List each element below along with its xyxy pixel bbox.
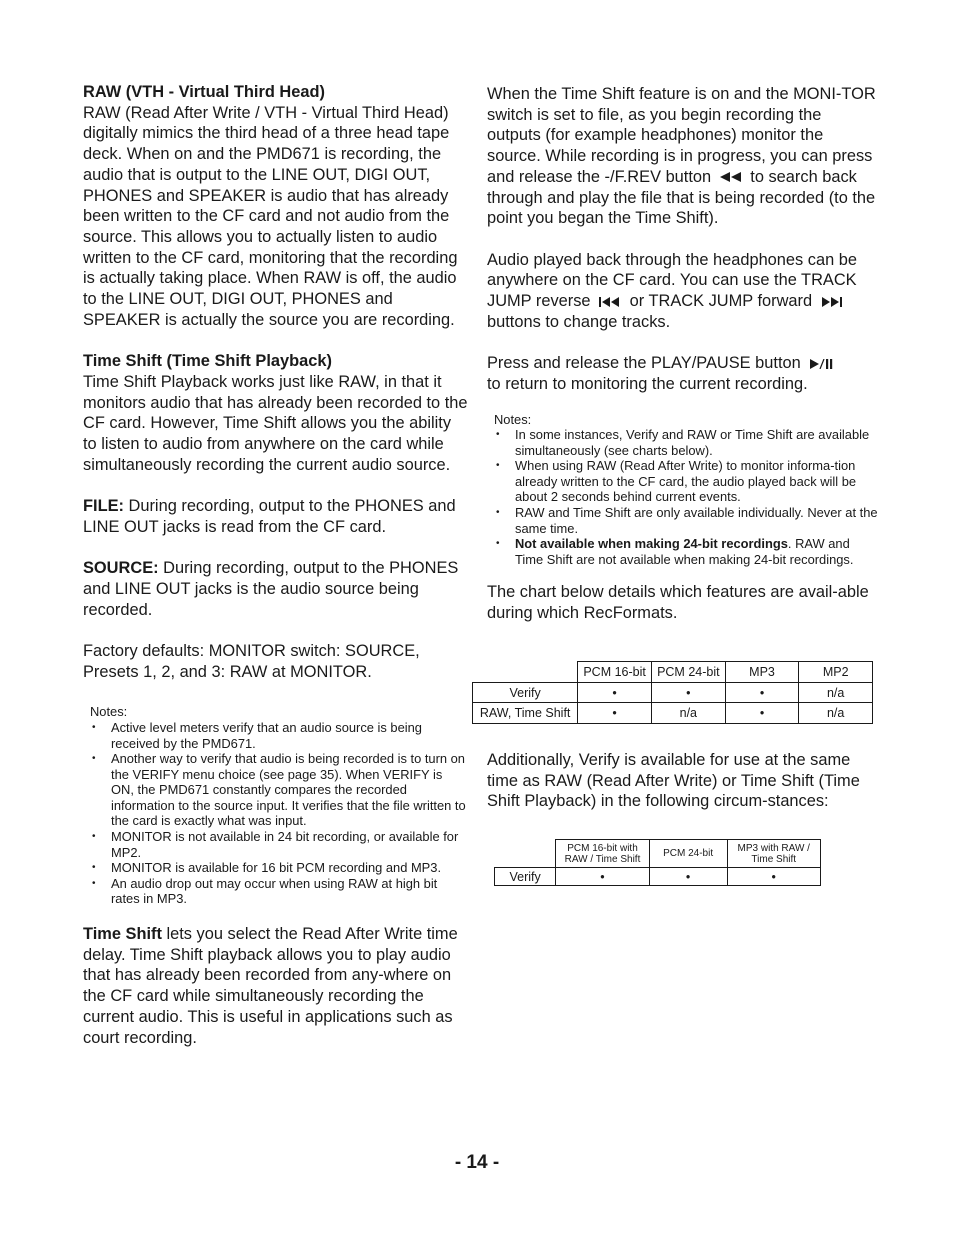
- right-column: [487, 84, 879, 624]
- raw-heading: RAW (VTH - Virtual Third Head): [83, 83, 325, 101]
- raw-body: RAW (Read After Write / VTH - Virtual Third Head) digitally mimics the third head of a three head tape deck. When on and the PMD671 is recording, the audio that is output to the LINE OUT, DIGI OUT, PHONES and SPEAKER is audio that has already been written to the CF card and not audio from the source. This allows you to actually listen to audio written to the CF card, monitoring that the recording is actually taking place. When RAW is off, the audio to the LINE OUT, DIGI OUT, PHONES and SPEAKER is actually the source you are recording.: [83, 103, 458, 329]
- file-label: FILE:: [83, 497, 124, 516]
- factory-defaults: Factory defaults: MONITOR switch: SOURCE, Presets 1, 2, and 3: RAW at MONITOR.: [83, 641, 420, 681]
- track-jump-paragraph: Audio played back through the headphones can be anywhere on the CF card. You can use the TRACK JUMP reverse or TRACK JUMP forward buttons to change tracks.: [487, 250, 857, 331]
- verify-combo-table: [494, 839, 821, 886]
- row-label: Verify: [473, 683, 578, 703]
- table-cell: •: [556, 868, 649, 886]
- timeshift-label: Time Shift: [83, 925, 162, 944]
- table-cell: •: [578, 683, 652, 703]
- table-cell: •: [725, 683, 799, 703]
- list-item: • Active level meters verify that an audio source is being received by the PMD671.: [90, 720, 468, 751]
- right-notes-title: Notes:: [494, 411, 532, 427]
- list-item: • An audio drop out may occur when using RAW at high bit rates in MP3.: [90, 876, 468, 907]
- row-label: Verify: [495, 868, 556, 886]
- play-pause-icon: [809, 359, 833, 369]
- file-paragraph: [83, 496, 468, 537]
- timeshift-playback-body: Time Shift Playback works just like RAW, in that it monitors audio that has already been recorded to the CF card. However, Time Shift allows you the ability to listen to audio from anywhere on the card while simultaneously recording the current audio source.: [83, 372, 468, 474]
- table-header: PCM 16-bit with RAW / Time Shift: [556, 840, 649, 868]
- raw-section: [83, 82, 468, 330]
- table-row: [473, 703, 873, 724]
- table-header-row: [495, 840, 821, 868]
- table-cell: n/a: [799, 703, 873, 724]
- track-jump-reverse-icon: [599, 297, 621, 307]
- table-cell: •: [727, 868, 821, 886]
- right-notes-list: [494, 427, 879, 567]
- table-row: [495, 868, 821, 886]
- left-column: [83, 82, 468, 1048]
- source-label: SOURCE:: [83, 559, 159, 578]
- table-cell: n/a: [651, 703, 725, 724]
- table-header: PCM 24-bit: [649, 840, 727, 868]
- table-header: PCM 24-bit: [651, 662, 725, 683]
- file-body: During recording, output to the PHONES and LINE OUT jacks is read from the CF card.: [83, 497, 456, 536]
- additional-paragraph: Additionally, Verify is available for use at the same time as RAW (Read After Write) or Time Shift (Time Shift Playback) in the following circum-stances:: [487, 751, 860, 811]
- table-row: [473, 683, 873, 703]
- source-paragraph: [83, 558, 468, 620]
- list-item: • RAW and Time Shift are only available individually. Never at the same time.: [494, 505, 879, 536]
- play-pause-paragraph: Press and release the PLAY/PAUSE button to return to monitoring the current recording.: [487, 353, 879, 394]
- table-cell: •: [649, 868, 727, 886]
- right-notes: [487, 412, 879, 568]
- list-item: • Not available when making 24-bit recordings. RAW and Time Shift are not available when making 24-bit recordings.: [494, 536, 879, 567]
- table-header: MP3 with RAW / Time Shift: [727, 840, 821, 868]
- table-cell: •: [578, 703, 652, 724]
- table-header-row: [473, 662, 873, 683]
- list-item: • When using RAW (Read After Write) to monitor informa-tion already written to the CF card, the audio played back will be about 2 seconds behind current events.: [494, 458, 879, 505]
- list-item: • MONITOR is not available in 24 bit recording, or available for MP2.: [90, 829, 468, 860]
- row-label: RAW, Time Shift: [473, 703, 578, 724]
- table-header: MP3: [725, 662, 799, 683]
- table-cell: •: [651, 683, 725, 703]
- timeshift-playback-section: [83, 351, 468, 475]
- track-jump-forward-icon: [821, 297, 843, 307]
- timeshift-playback-heading: Time Shift (Time Shift Playback): [83, 352, 332, 371]
- timeshift-feature-paragraph: When the Time Shift feature is on and the MONI-TOR switch is set to file, as you begin recording the outputs (for example headphones) monitor the source. While recording is in progress, you can press and release the -/F.REV button to search back through and play the file that is being recorded (to the point you began the Time Shift).: [487, 85, 876, 228]
- rewind-icon: [720, 172, 742, 182]
- table-header: PCM 16-bit: [578, 662, 652, 683]
- recformat-features-table: [472, 661, 873, 724]
- list-item: • MONITOR is available for 16 bit PCM recording and MP3.: [90, 860, 468, 876]
- table-header: MP2: [799, 662, 873, 683]
- list-item: • In some instances, Verify and RAW or Time Shift are available simultaneously (see charts below).: [494, 427, 879, 458]
- left-notes-list: [90, 720, 468, 907]
- list-item: • Another way to verify that audio is being recorded is to turn on the VERIFY menu choice (see page 35). When VERIFY is ON, the PMD671 constantly compares the recorded information to the source input. It verifies that the file written to the card is exactly what was input.: [90, 751, 468, 829]
- left-notes: [83, 704, 468, 907]
- left-notes-title: Notes:: [90, 704, 128, 720]
- timeshift-paragraph: [83, 924, 468, 1048]
- table-cell: •: [725, 703, 799, 724]
- chart-intro: The chart below details which features are avail-able during which RecFormats.: [487, 583, 869, 623]
- page-number: - 14 -: [454, 1152, 500, 1173]
- table-cell: n/a: [799, 683, 873, 703]
- timeshift-body: lets you select the Read After Write time delay. Time Shift playback allows you to play audio that has already been recorded from any-where on the CF card while simultaneously recording the current audio. This is useful in applications such as court recording.: [83, 925, 458, 1047]
- source-body: During recording, output to the PHONES and LINE OUT jacks is the audio source being recorded.: [83, 559, 459, 619]
